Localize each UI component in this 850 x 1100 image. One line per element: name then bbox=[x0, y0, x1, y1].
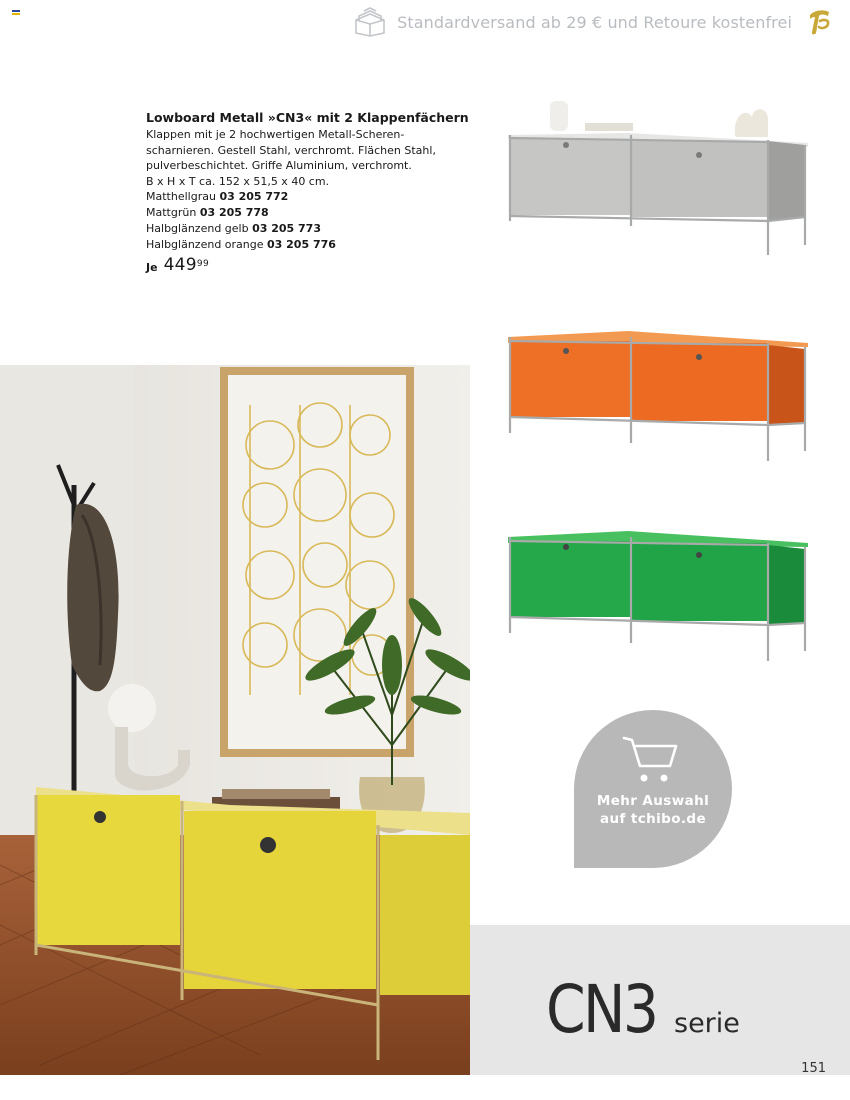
description-line: B x H x T ca. 152 x 51,5 x 40 cm. bbox=[146, 174, 330, 188]
shipping-box-icon bbox=[353, 7, 387, 37]
flag-marker bbox=[12, 10, 20, 16]
lifestyle-photo bbox=[0, 365, 470, 1075]
description-line: scharnieren. Gestell Stahl, verchromt. Flächen Stahl, bbox=[146, 143, 436, 157]
tchibo-logo-icon bbox=[806, 8, 832, 36]
series-name: CN3 bbox=[546, 971, 657, 1048]
badge-line-1: Mehr Auswahl bbox=[596, 793, 710, 809]
article-number: 03 205 776 bbox=[267, 238, 336, 252]
product-description-block bbox=[146, 110, 476, 275]
description-line: Klappen mit je 2 hochwertigen Metall-Scheren- bbox=[146, 128, 405, 141]
more-selection-badge[interactable] bbox=[574, 710, 732, 868]
series-footer bbox=[470, 925, 850, 1075]
article-number: 03 205 772 bbox=[219, 190, 289, 204]
variant-green: Mattgrün 03 205 778 bbox=[146, 206, 269, 220]
article-number: 03 205 778 bbox=[199, 206, 269, 220]
variant-grey: Matthellgrau 03 205 772 bbox=[146, 190, 289, 204]
product-image-orange bbox=[500, 325, 815, 465]
price-prefix: Je bbox=[146, 261, 158, 275]
variant-yellow: Halbglänzend gelb 03 205 773 bbox=[146, 222, 321, 236]
article-number: 03 205 773 bbox=[252, 222, 321, 236]
page-number: 151 bbox=[801, 1061, 826, 1076]
variant-orange: Halbglänzend orange 03 205 776 bbox=[146, 238, 336, 252]
badge-text bbox=[574, 792, 732, 828]
price-main: 449 bbox=[163, 255, 197, 276]
description-line: pulverbeschichtet. Griffe Aluminium, verchromt. bbox=[146, 159, 412, 173]
badge-line-2: auf tchibo.de bbox=[599, 811, 707, 827]
price bbox=[146, 255, 476, 275]
series-title bbox=[546, 971, 740, 1048]
shipping-text: Standardversand ab 29 € und Retoure kostenfrei bbox=[397, 12, 792, 32]
product-title: Lowboard Metall »CN3« mit 2 Klappenfächern bbox=[146, 110, 469, 125]
product-image-green bbox=[500, 525, 815, 665]
shipping-banner bbox=[353, 4, 832, 40]
product-image-grey bbox=[500, 95, 815, 260]
price-cents: 99 bbox=[196, 259, 209, 270]
series-suffix: serie bbox=[674, 1008, 740, 1039]
shopping-cart-icon bbox=[620, 732, 680, 788]
